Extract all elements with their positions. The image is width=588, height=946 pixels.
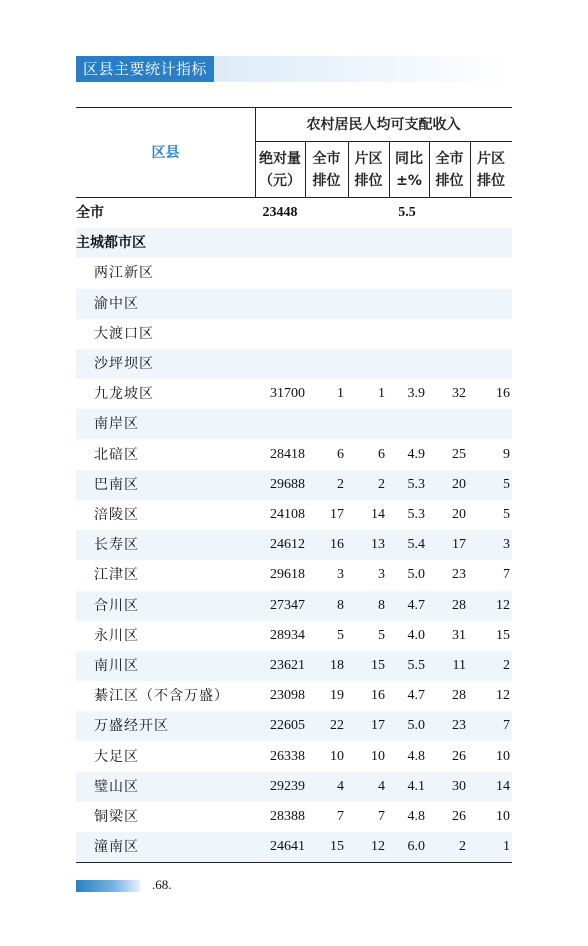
row-value-col-2: 10 xyxy=(330,748,344,764)
row-value-col-3: 4 xyxy=(378,778,385,794)
row-value-col-4 xyxy=(389,228,425,258)
row-value-col-3: 7 xyxy=(378,809,385,824)
row-value-col-3: 3 xyxy=(378,567,385,583)
row-value-col-5: 23 xyxy=(452,718,466,734)
row-region-name: 沙坪坝区 xyxy=(94,356,154,372)
row-value-col-5 xyxy=(429,349,466,379)
row-value-col-2: 17 xyxy=(330,507,344,522)
row-value-col-6: 14 xyxy=(496,778,510,794)
row-value-col-1: 23621 xyxy=(270,658,305,673)
row-value-col-4 xyxy=(389,319,425,349)
row-value-col-1 xyxy=(255,258,305,288)
row-value-col-4 xyxy=(389,409,425,439)
row-region-name: 万盛经开区 xyxy=(94,718,169,735)
row-value-col-6: 5 xyxy=(503,507,510,522)
row-value-col-1: 29688 xyxy=(270,476,305,492)
footer-decor-bar xyxy=(76,880,140,892)
row-region-name: 全市 xyxy=(76,205,104,221)
row-value-col-2: 22 xyxy=(330,718,344,734)
row-region-name: 主城都市区 xyxy=(76,235,146,252)
row-value-col-3: 2 xyxy=(378,476,385,492)
row-value-col-5: 28 xyxy=(452,597,466,613)
row-value-col-3 xyxy=(348,228,385,258)
row-value-col-5 xyxy=(429,258,466,288)
row-value-col-6 xyxy=(470,349,510,379)
header-group-rule xyxy=(255,141,512,142)
table-row xyxy=(76,379,512,409)
table-row xyxy=(76,319,512,349)
row-value-col-4: 6.0 xyxy=(407,839,425,855)
row-region-name: 两江新区 xyxy=(94,265,154,282)
row-region-name: 南川区 xyxy=(94,658,139,674)
row-value-col-3: 14 xyxy=(371,507,385,522)
row-region-name: 永川区 xyxy=(94,627,139,644)
row-value-col-1 xyxy=(255,409,305,439)
row-region-name: 江津区 xyxy=(94,567,139,584)
row-value-col-4 xyxy=(389,349,425,379)
row-value-col-5 xyxy=(429,228,466,258)
row-value-col-4: 4.7 xyxy=(407,597,425,613)
region-column-header: 区县 xyxy=(151,145,180,161)
row-value-col-4: 4.8 xyxy=(407,809,425,824)
row-value-col-1: 23098 xyxy=(270,688,305,704)
row-value-col-3: 13 xyxy=(371,537,385,553)
table-row xyxy=(76,621,512,651)
row-value-col-5: 20 xyxy=(452,507,466,522)
row-value-col-2 xyxy=(305,258,344,288)
row-value-col-4 xyxy=(389,258,425,288)
page-number: .68. xyxy=(152,877,172,892)
row-value-col-4: 5.3 xyxy=(407,476,425,492)
row-value-col-2: 1 xyxy=(337,386,344,402)
row-value-col-1 xyxy=(255,349,305,379)
row-value-col-2: 8 xyxy=(337,597,344,613)
row-value-col-5: 20 xyxy=(452,476,466,492)
row-value-col-5: 25 xyxy=(452,446,466,462)
row-region-name: 潼南区 xyxy=(94,839,139,856)
row-value-col-1: 22605 xyxy=(270,718,305,734)
row-value-col-3: 10 xyxy=(371,748,385,764)
row-value-col-1: 24108 xyxy=(270,507,305,522)
row-region-name: 铜梁区 xyxy=(94,809,139,825)
row-value-col-1: 27347 xyxy=(270,597,305,613)
row-value-col-5: 11 xyxy=(452,658,466,673)
row-value-col-2 xyxy=(305,289,344,319)
row-region-name: 渝中区 xyxy=(94,295,139,312)
column-header-6-2: 排位 xyxy=(477,173,505,189)
row-value-col-6: 10 xyxy=(496,748,510,764)
row-value-col-6: 5 xyxy=(503,476,510,492)
row-value-col-3: 8 xyxy=(378,597,385,613)
row-value-col-6: 1 xyxy=(503,839,510,855)
row-value-col-2 xyxy=(305,409,344,439)
row-value-col-5 xyxy=(429,319,466,349)
row-value-col-3: 16 xyxy=(371,688,385,704)
row-value-col-4: 4.7 xyxy=(407,688,425,704)
table-row xyxy=(76,289,512,319)
row-value-col-2 xyxy=(305,228,344,258)
row-value-col-6 xyxy=(470,289,510,319)
row-region-name: 南岸区 xyxy=(94,416,139,433)
row-value-col-4 xyxy=(389,289,425,319)
row-value-col-3: 15 xyxy=(371,658,385,673)
table-row xyxy=(76,258,512,288)
row-value-col-3: 17 xyxy=(371,718,385,734)
row-value-col-1: 29618 xyxy=(270,567,305,583)
row-value-col-4: 4.1 xyxy=(407,778,425,794)
row-value-col-6: 12 xyxy=(496,597,510,613)
table-top-rule xyxy=(76,107,512,108)
row-value-col-5: 30 xyxy=(452,778,466,794)
row-region-name: 大渡口区 xyxy=(94,325,154,342)
row-value-col-3 xyxy=(348,319,385,349)
row-value-col-2: 6 xyxy=(337,446,344,462)
row-value-col-2: 7 xyxy=(337,809,344,824)
row-value-col-3: 5 xyxy=(378,627,385,643)
table-row xyxy=(76,802,512,832)
table-row xyxy=(76,228,512,258)
row-value-col-6: 7 xyxy=(503,567,510,583)
table-row xyxy=(76,832,512,862)
row-value-col-1: 28388 xyxy=(270,809,305,824)
column-header-4-1: 同比 xyxy=(395,151,423,167)
row-value-col-1 xyxy=(255,228,305,258)
column-header-2-2: 排位 xyxy=(312,173,341,189)
row-value-col-5: 26 xyxy=(452,748,466,764)
row-value-col-1: 29239 xyxy=(270,778,305,794)
row-value-col-3 xyxy=(348,198,385,228)
row-value-col-2: 2 xyxy=(337,476,344,492)
row-value-col-6 xyxy=(470,409,510,439)
column-header-1-2: （元） xyxy=(259,173,301,189)
row-value-col-5: 28 xyxy=(452,688,466,704)
table-row xyxy=(76,349,512,379)
column-header-4-2: ±% xyxy=(396,173,422,189)
column-header-5-2: 排位 xyxy=(435,173,464,189)
table-row xyxy=(76,681,512,711)
row-value-col-1 xyxy=(255,289,305,319)
row-value-col-6: 16 xyxy=(496,386,510,402)
row-value-col-6: 3 xyxy=(503,537,510,553)
table-row xyxy=(76,711,512,741)
row-value-col-2: 15 xyxy=(330,839,344,855)
table-row xyxy=(76,772,512,802)
row-value-col-4: 5.0 xyxy=(407,718,425,734)
row-value-col-6: 7 xyxy=(503,718,510,734)
row-value-col-3: 6 xyxy=(378,446,385,462)
row-value-col-5: 32 xyxy=(452,386,466,402)
column-header-5-1: 全市 xyxy=(435,151,464,167)
row-value-col-3: 1 xyxy=(378,386,385,402)
row-region-name: 綦江区（不含万盛） xyxy=(94,688,229,705)
table-row xyxy=(76,530,512,560)
row-value-col-4: 5.0 xyxy=(407,567,425,583)
row-region-name: 九龙坡区 xyxy=(94,386,154,403)
row-value-col-6: 10 xyxy=(496,809,510,824)
row-region-name: 涪陵区 xyxy=(94,507,139,523)
row-value-col-1: 23448 xyxy=(262,205,298,220)
row-region-name: 璧山区 xyxy=(94,778,139,795)
row-value-col-2: 3 xyxy=(337,567,344,583)
section-title: 区县主要统计指标 xyxy=(76,56,214,82)
row-value-col-3 xyxy=(348,349,385,379)
table-row xyxy=(76,742,512,772)
row-value-col-1: 31700 xyxy=(270,386,305,402)
row-value-col-5: 23 xyxy=(452,567,466,583)
row-value-col-6 xyxy=(470,258,510,288)
row-value-col-1: 26338 xyxy=(270,748,305,764)
column-header-3-1: 片区 xyxy=(354,151,383,167)
row-value-col-5 xyxy=(429,198,466,228)
row-value-col-4: 5.3 xyxy=(407,507,425,522)
row-value-col-4: 5.5 xyxy=(407,658,425,673)
row-value-col-3 xyxy=(348,409,385,439)
table-row xyxy=(76,409,512,439)
row-value-col-6: 9 xyxy=(503,446,510,462)
row-region-name: 北碚区 xyxy=(94,446,139,463)
row-value-col-2: 5 xyxy=(337,627,344,643)
row-value-col-6 xyxy=(470,198,510,228)
row-value-col-1: 24641 xyxy=(270,839,305,855)
row-value-col-6: 2 xyxy=(503,658,510,673)
row-region-name: 合川区 xyxy=(94,597,139,614)
row-value-col-4: 3.9 xyxy=(407,386,425,402)
row-value-col-2: 19 xyxy=(330,688,344,704)
row-value-col-3 xyxy=(348,258,385,288)
row-value-col-3: 12 xyxy=(371,839,385,855)
row-region-name: 巴南区 xyxy=(94,476,139,493)
income-group-header: 农村居民人均可支配收入 xyxy=(306,117,461,133)
table-row xyxy=(76,198,512,228)
column-header-6-1: 片区 xyxy=(477,151,505,167)
row-value-col-4: 5.5 xyxy=(398,205,416,220)
table-row xyxy=(76,591,512,621)
row-value-col-5: 17 xyxy=(452,537,466,553)
row-value-col-6: 15 xyxy=(496,627,510,643)
row-value-col-1: 24612 xyxy=(270,537,305,553)
row-region-name: 大足区 xyxy=(94,748,139,765)
row-value-col-4: 4.8 xyxy=(407,748,425,764)
row-value-col-4: 4.0 xyxy=(407,627,425,643)
row-region-name: 长寿区 xyxy=(94,537,139,554)
row-value-col-4: 5.4 xyxy=(407,537,425,553)
row-value-col-1 xyxy=(255,319,305,349)
row-value-col-2 xyxy=(305,319,344,349)
row-value-col-2: 16 xyxy=(330,537,344,553)
row-value-col-3 xyxy=(348,289,385,319)
table-row xyxy=(76,440,512,470)
table-row xyxy=(76,470,512,500)
row-value-col-1: 28934 xyxy=(270,627,305,643)
row-value-col-2: 4 xyxy=(337,778,344,794)
row-value-col-2: 18 xyxy=(330,658,344,673)
row-value-col-6 xyxy=(470,228,510,258)
row-value-col-6: 12 xyxy=(496,688,510,704)
row-value-col-2 xyxy=(305,198,344,228)
row-value-col-4: 4.9 xyxy=(407,446,425,462)
column-header-3-2: 排位 xyxy=(354,173,383,189)
table-row xyxy=(76,651,512,681)
row-value-col-5: 2 xyxy=(459,839,466,855)
row-value-col-2 xyxy=(305,349,344,379)
table-row xyxy=(76,500,512,530)
row-value-col-5: 31 xyxy=(452,627,466,643)
column-header-1-1: 绝对量 xyxy=(259,151,301,167)
row-value-col-5: 26 xyxy=(452,809,466,824)
row-value-col-5 xyxy=(429,289,466,319)
row-value-col-6 xyxy=(470,319,510,349)
row-value-col-5 xyxy=(429,409,466,439)
row-value-col-1: 28418 xyxy=(270,446,305,462)
table-row xyxy=(76,560,512,590)
column-header-2-1: 全市 xyxy=(312,151,341,167)
